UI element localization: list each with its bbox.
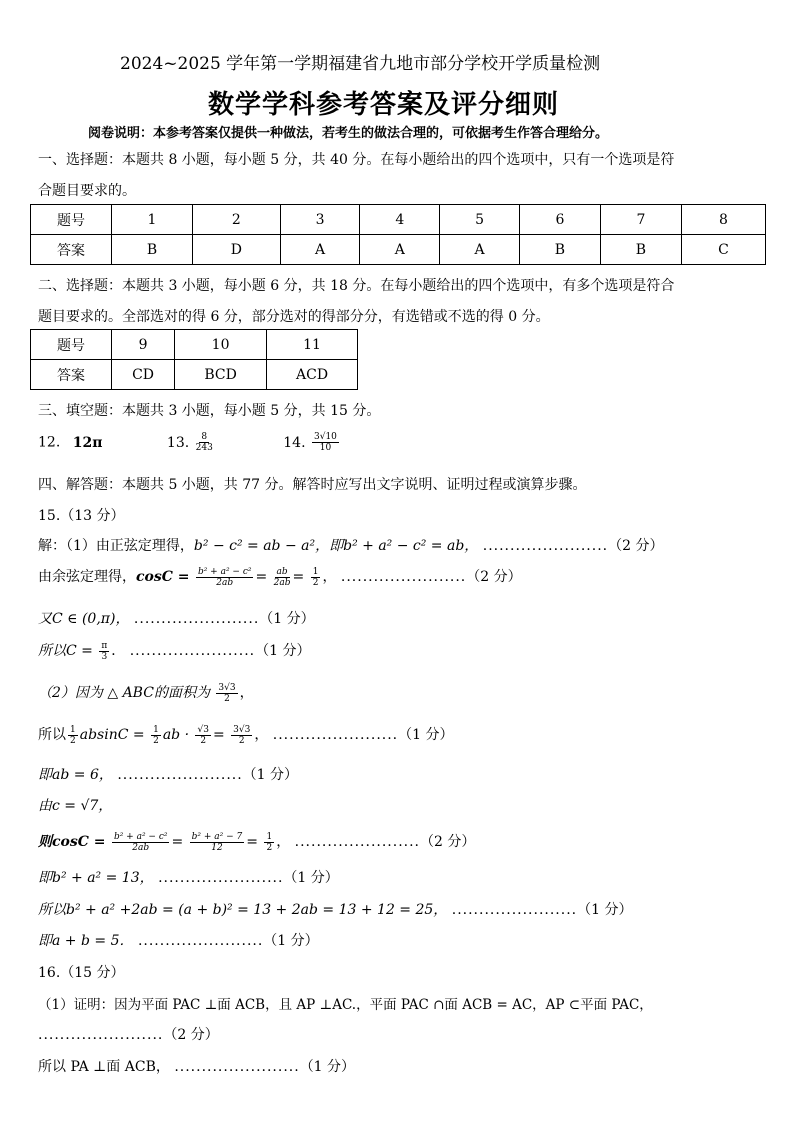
dot-leader: .......................	[133, 611, 260, 627]
dot-leader: .......................	[272, 727, 399, 743]
q15-line1-math: b² − c² = ab − a²，即b² + a² − c² = ab，	[193, 538, 479, 554]
section2-table-questions-cell: 9	[112, 330, 175, 360]
q15-line6: 所以 $\frac{1}{2}$ absinC = $\frac{1}{2}$ ab · $\frac{√3}{2}$ = $\frac{3√3}{2}$ ， .......................（1 分）	[38, 724, 454, 746]
q15-line8	[38, 795, 112, 815]
section1-intro-line2: 合题目要求的。	[38, 183, 136, 199]
section2-table-answers-cell: ACD	[267, 360, 358, 390]
q12-number: 12.	[38, 434, 61, 451]
q15-line11	[38, 899, 632, 919]
frac-bottom: 3	[101, 651, 108, 662]
q13-answer	[196, 432, 213, 453]
table-row	[31, 330, 358, 360]
q15-line1	[38, 535, 663, 555]
frac-bottom: 2	[200, 735, 207, 746]
q15-line6-text: 所以	[38, 727, 66, 743]
frac-bottom: 2	[312, 577, 319, 588]
score: （2 分）	[608, 538, 664, 554]
section1-table-answers-cell: B	[600, 235, 681, 265]
frac-top: π	[101, 640, 108, 651]
q15-line9: 则cosC = $\frac{\text{b² + a² − c²}}{2ab}$ = $\frac{\text{b² + a² − 7}}{12}$ = $\frac{1}{2}$ ， .......................（2 分）	[38, 831, 476, 853]
score: （1 分）	[299, 1059, 356, 1075]
dot-leader: .......................	[117, 767, 243, 783]
q15-line3-text: 又C ∈ (0,π)，	[38, 611, 130, 627]
frac-bottom: 12	[211, 842, 223, 853]
section2-intro-line1: 二、选择题：本题共 3 小题，每小题 6 分，共 18 分。在每小题给出的四个选项中，有多个选项是符合	[38, 278, 675, 294]
section4-intro: 四、解答题：本题共 5 小题，共 77 分。解答时应写出文字说明、证明过程或演算步骤。	[38, 477, 587, 493]
dot-leader: .......................	[451, 902, 578, 918]
q15-line2-text: 由余弦定理得，	[38, 569, 136, 585]
frac-top: 3√3	[218, 682, 236, 693]
q15-line7	[38, 764, 298, 784]
dot-leader: .......................	[482, 538, 609, 554]
section1-table-answers-cell: A	[360, 235, 440, 265]
section1-table-answers-cell: A	[440, 235, 520, 265]
row-label-question: 题号	[31, 330, 112, 360]
exam-title: 2024~2025 学年第一学期福建省九地市部分学校开学质量检测	[120, 54, 601, 74]
section1-table-questions-cell: 4	[360, 205, 440, 235]
score: （1 分）	[242, 767, 299, 783]
frac-bottom: 2	[70, 735, 76, 746]
q14-number: 14.	[283, 434, 306, 451]
section2-intro-line2: 题目要求的。全部选对的得 6 分，部分选对的得部分分，有选错或不选的得 0 分。	[38, 309, 550, 325]
q14-numerator: 3√10	[313, 432, 337, 442]
frac-top: 1	[266, 831, 273, 842]
dot-leader: .......................	[38, 1027, 164, 1043]
table-row	[31, 205, 766, 235]
q14-denominator: 10	[319, 443, 332, 453]
section2-table-questions-cell: 11	[267, 330, 358, 360]
section1-table-questions-cell: 1	[112, 205, 193, 235]
q15-heading: 15.（13 分）	[38, 508, 125, 524]
q15-line6-math: absinC =	[79, 727, 145, 743]
frac-top: 1	[312, 566, 319, 577]
frac-bottom: 2	[153, 735, 159, 746]
section1-table-questions-cell: 8	[681, 205, 765, 235]
frac-top: 1	[70, 724, 76, 735]
q15-line3	[38, 608, 315, 628]
q15-line12	[38, 930, 319, 950]
score: （2 分）	[420, 834, 476, 850]
frac-bottom: 2	[224, 693, 230, 704]
row-label-answer: 答案	[31, 235, 112, 265]
frac-top: 3√3	[233, 724, 251, 735]
table-row	[31, 360, 358, 390]
q15-line5: （2）因为 △ ABC的面积为 $\frac{3√3}{2}$ ，	[38, 682, 254, 704]
frac-top: √3	[197, 724, 209, 735]
section1-table-answers-cell: B	[519, 235, 600, 265]
q15-line10	[38, 867, 339, 887]
grading-note: 阅卷说明：本参考答案仅提供一种做法，若考生的做法合理的，可依据考生作答合理给分。	[88, 126, 609, 141]
frac-bottom: 2	[238, 735, 245, 746]
score: （2 分）	[163, 1027, 219, 1043]
frac-top: b² + a² − c²	[113, 831, 168, 842]
section2-answer-table	[30, 329, 358, 390]
section1-table-questions-cell: 2	[192, 205, 280, 235]
q16-line3	[38, 1056, 355, 1076]
dot-leader: .......................	[174, 1059, 300, 1075]
section1-table-answers-cell: D	[192, 235, 280, 265]
q15-line12-text: 即a + b = 5．	[38, 933, 134, 949]
q15-line8-text: 由c = √7，	[38, 798, 113, 814]
q15-line2-math: cosC =	[136, 569, 190, 585]
q13-denominator: 243	[195, 443, 213, 453]
frac-bottom: 2ab	[216, 577, 234, 588]
q15-line1-text: 解：（1）由正弦定理得，	[38, 538, 194, 554]
frac-top: b² + a² − 7	[191, 831, 243, 842]
section2-table-questions-cell: 10	[175, 330, 267, 360]
q15-line11-text: 所以b² + a² +2ab = (a + b)² = 13 + 2ab = 13 + 12 = 25，	[38, 902, 448, 918]
score: （1 分）	[255, 643, 311, 659]
q15-line7-text: 即ab = 6，	[38, 767, 113, 783]
section1-table-questions-cell: 6	[519, 205, 600, 235]
table-row	[31, 235, 766, 265]
frac-bottom: 2ab	[132, 842, 150, 853]
score: （1 分）	[283, 870, 339, 886]
fill-answers	[38, 432, 341, 453]
score: （1 分）	[577, 902, 633, 918]
section3-intro: 三、填空题：本题共 3 小题，每小题 5 分，共 15 分。	[38, 403, 381, 419]
dot-leader: .......................	[340, 569, 467, 585]
q15-line4-text: 所以C =	[38, 643, 93, 659]
score: （2 分）	[466, 569, 522, 585]
section1-intro-line1: 一、选择题：本题共 8 小题，每小题 5 分，共 40 分。在每小题给出的四个选项中，只有一个选项是符	[38, 152, 675, 168]
q16-line1: （1）证明：因为平面 PAC ⊥面 ACB，且 AP ⊥AC.，平面 PAC ∩面 ACB = AC，AP ⊂平面 PAC，	[38, 997, 653, 1013]
row-label-question: 题号	[31, 205, 112, 235]
dot-leader: .......................	[137, 933, 264, 949]
dot-leader: .......................	[158, 870, 284, 886]
q15-line6-math-ab: ab ·	[162, 727, 190, 743]
score: （1 分）	[263, 933, 319, 949]
q13-numerator: 8	[201, 432, 208, 442]
row-label-answer: 答案	[31, 360, 112, 390]
q16-line3-text: 所以 PA ⊥面 ACB，	[38, 1059, 170, 1075]
q15-line5-text: （2）因为 △ ABC的面积为	[38, 685, 210, 701]
section1-table-answers-cell: C	[681, 235, 765, 265]
section2-table-answers-cell: BCD	[175, 360, 267, 390]
frac-top: ab	[276, 566, 288, 577]
section1-table-answers-cell: A	[280, 235, 360, 265]
q15-line2: 由余弦定理得，cosC = $\frac{\text{b² + a² − c²}}{2ab}$ = $\frac{ab}{2ab}$ = $\frac{1}{2}$ ， .......................（2 分）	[38, 566, 522, 588]
q16-line2	[38, 1024, 219, 1044]
dot-leader: .......................	[294, 834, 421, 850]
q12-answer: 12π	[72, 434, 103, 451]
q14-answer	[312, 432, 339, 453]
q15-line4: 所以C = $\frac{\pi}{3}$ ． .......................（1 分）	[38, 640, 311, 662]
frac-top: 1	[153, 724, 159, 735]
frac-top: b² + a² − c²	[197, 566, 252, 577]
q16-heading: 16.（15 分）	[38, 965, 125, 981]
section1-table-answers-cell: B	[112, 235, 193, 265]
score: （1 分）	[259, 611, 315, 627]
doc-title: 数学学科参考答案及评分细则	[208, 90, 560, 120]
section1-table-questions-cell: 3	[280, 205, 360, 235]
score: （1 分）	[398, 727, 454, 743]
section1-answer-table	[30, 204, 766, 265]
q15-line9-text: 则cosC =	[38, 834, 106, 850]
section1-table-questions-cell: 5	[440, 205, 520, 235]
q13-number: 13.	[166, 434, 190, 451]
section2-table-answers-cell: CD	[112, 360, 175, 390]
section1-table-questions-cell: 7	[600, 205, 681, 235]
frac-bottom: 2	[266, 842, 273, 853]
frac-bottom: 2ab	[273, 577, 291, 588]
q15-line10-text: 即b² + a² = 13，	[38, 870, 154, 886]
dot-leader: .......................	[129, 643, 256, 659]
